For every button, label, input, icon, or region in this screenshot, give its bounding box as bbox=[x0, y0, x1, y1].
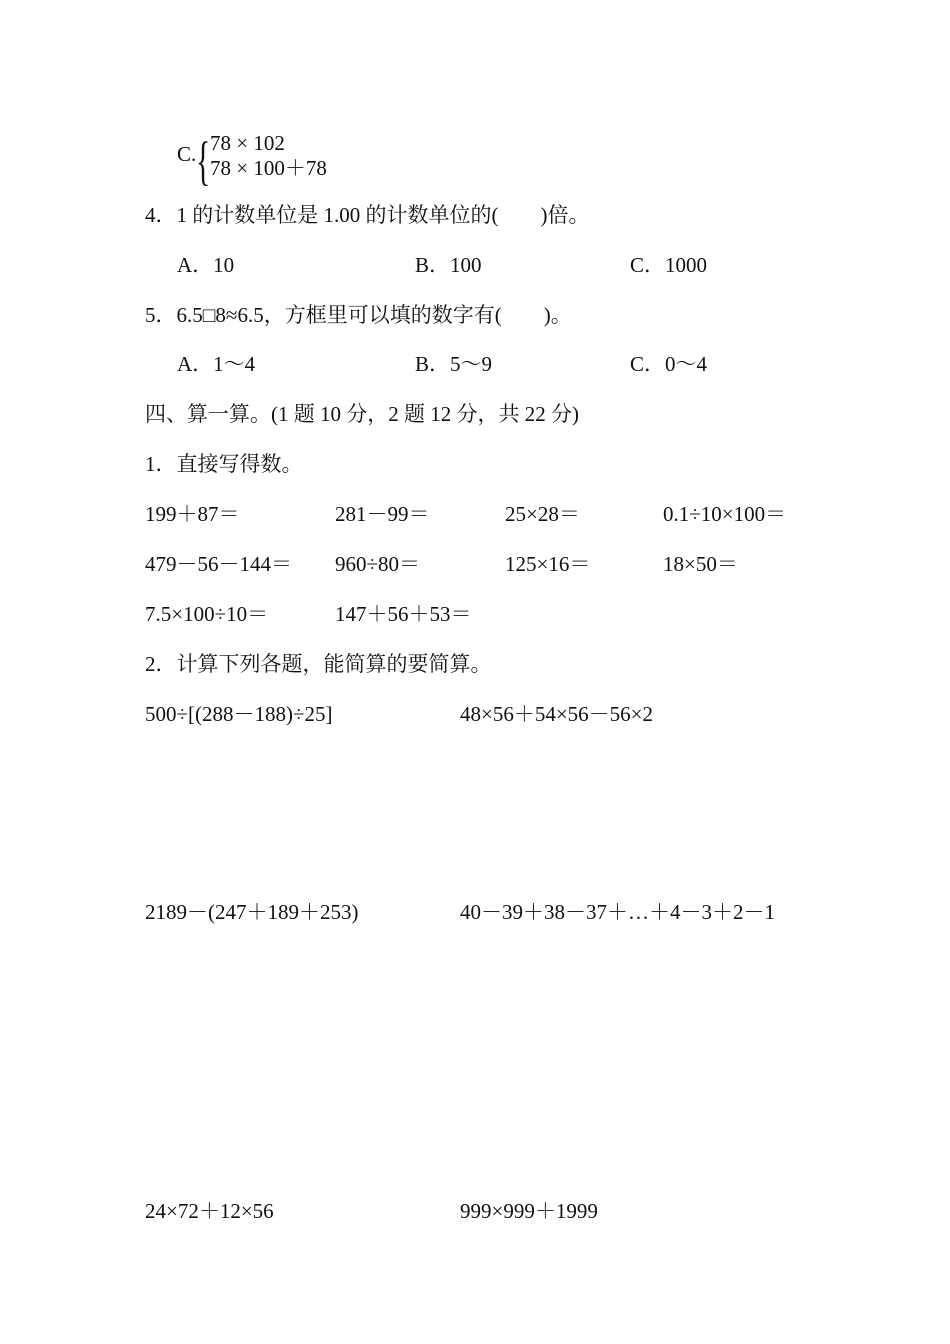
calc-item: 999×999＋1999 bbox=[460, 1199, 598, 1223]
calc-item: 48×56＋54×56－56×2 bbox=[460, 702, 654, 726]
q5-option-b: B．5～9 bbox=[415, 352, 493, 376]
section4-title: 四、算一算。(1 题 10 分，2 题 12 分，共 22 分) bbox=[145, 402, 579, 426]
direct-item: 0.1÷10×100＝ bbox=[663, 502, 787, 526]
direct-item: 960÷80＝ bbox=[335, 552, 421, 576]
brace-symbol: { bbox=[196, 131, 211, 191]
q5-option-a: A．1～4 bbox=[177, 352, 256, 376]
q3-option-c-label: C. bbox=[177, 142, 197, 166]
calc-item: 2189－(247＋189＋253) bbox=[145, 900, 359, 924]
direct-item: 479－56－144＝ bbox=[145, 552, 292, 576]
direct-item: 18×50＝ bbox=[663, 552, 738, 576]
direct-item: 147＋56＋53＝ bbox=[335, 602, 472, 626]
q3-option-c-line2: 78 × 100＋78 bbox=[210, 156, 327, 180]
direct-item: 7.5×100÷10＝ bbox=[145, 602, 269, 626]
q4-option-a: A．10 bbox=[177, 253, 235, 277]
calc-item: 24×72＋12×56 bbox=[145, 1199, 274, 1223]
q4-stem: 4．1 的计数单位是 1.00 的计数单位的( )倍。 bbox=[145, 203, 590, 227]
q4-option-c: C．1000 bbox=[630, 253, 708, 277]
q4-option-b: B．100 bbox=[415, 253, 482, 277]
direct-item: 25×28＝ bbox=[505, 502, 580, 526]
calc-item: 500÷[(288－188)÷25] bbox=[145, 702, 333, 726]
q3-option-c-line1: 78 × 102 bbox=[210, 131, 285, 155]
q5-stem: 5．6.5□8≈6.5，方框里可以填的数字有( )。 bbox=[145, 303, 572, 327]
direct-item: 199＋87＝ bbox=[145, 502, 240, 526]
section4-sub1: 1．直接写得数。 bbox=[145, 452, 303, 476]
q5-option-c: C．0～4 bbox=[630, 352, 708, 376]
direct-item: 281－99＝ bbox=[335, 502, 430, 526]
direct-item: 125×16＝ bbox=[505, 552, 591, 576]
calc-item: 40－39＋38－37＋…＋4－3＋2－1 bbox=[460, 900, 775, 924]
section4-sub2: 2．计算下列各题，能简算的要简算。 bbox=[145, 652, 492, 676]
